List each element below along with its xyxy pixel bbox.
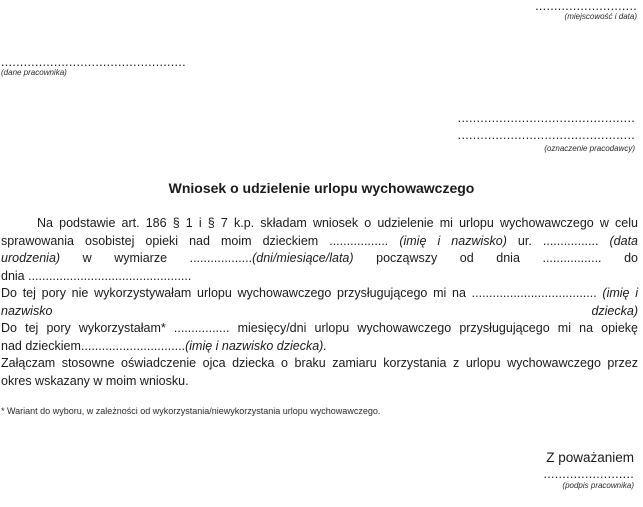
- closing-salutation: Z poważaniem: [546, 450, 634, 465]
- text-run: dnia: [1, 268, 29, 283]
- text-run: Na podstawie art. 186 § 1 i § 7 k.p. składam wniosek o udzielenie mi urlopu wychowawczego w celu: [37, 216, 638, 230]
- text-run: ................: [173, 321, 230, 335]
- body-line: [1, 355, 638, 373]
- text-run: ..............................: [80, 338, 186, 353]
- employee-data-block: [1, 57, 186, 78]
- italic-text-run: nazwisko: [1, 303, 53, 318]
- text-run: począwszy od dnia: [353, 251, 543, 265]
- text-run: miesięcy/dni urlopu wychowawczego przysługującego mi na opiekę: [229, 321, 638, 335]
- text-run: .................: [329, 233, 389, 248]
- body-line: [1, 215, 638, 233]
- place-date-label: (miejscowość i data): [564, 12, 637, 21]
- body-line: [1, 338, 638, 356]
- footnote: * Wariant do wyboru, w zależności od wykorzystania/niewykorzystania urlopu wychowawczego.: [1, 406, 381, 416]
- place-date-block: [535, 1, 637, 22]
- text-run: ................: [542, 233, 599, 248]
- text-run: Załączam stosowne oświadczenie ojca dziecka o braku zamiaru korzystania z urlopu wychowawczego przez: [1, 356, 638, 370]
- closing-block: [543, 449, 634, 491]
- text-run: ur.: [506, 233, 543, 248]
- signature-fill-line: ........................: [543, 467, 634, 481]
- italic-text-run: dziecka): [591, 303, 638, 318]
- body-line: [1, 303, 638, 321]
- italic-text-run: (data: [598, 233, 638, 248]
- text-run: Do tej pory nie wykorzystywałam urlopu wychowawczego przysługującego mi na: [1, 286, 472, 300]
- document-title: Wniosek o udzielenie urlopu wychowawczego: [168, 180, 475, 196]
- text-run: sprawowania osobistej opieki nad moim dzieckiem: [1, 233, 330, 248]
- text-run: do: [601, 251, 638, 265]
- text-run: nad dzieckiem: [1, 338, 81, 353]
- employer-fill-line-1: ...............................................: [457, 111, 635, 125]
- body-line: [1, 373, 638, 391]
- italic-text-run: (imię i: [596, 286, 638, 300]
- employer-fill-line-2: ...............................................: [457, 128, 635, 142]
- signature-label: (podpis pracownika): [562, 481, 634, 490]
- employee-fill-line: .................................................: [1, 55, 186, 69]
- body-line: [1, 285, 638, 303]
- text-run: Do tej pory wykorzystałam*: [1, 321, 174, 335]
- employer-block: [458, 110, 635, 154]
- body-line: [1, 233, 638, 251]
- italic-text-run: (dni/miesiące/lata): [252, 251, 354, 265]
- employee-label: (dane pracownika): [1, 68, 67, 77]
- place-date-fill-line: ...........................: [535, 0, 637, 13]
- text-run: ..................: [189, 251, 253, 265]
- text-run: .................: [542, 251, 602, 265]
- italic-text-run: (imię i nazwisko dziecka).: [185, 338, 327, 353]
- italic-text-run: urodzenia): [1, 251, 61, 265]
- text-run: w wymiarze: [60, 251, 190, 265]
- employer-label: (oznaczenie pracodawcy): [544, 144, 635, 153]
- text-run: okres wskazany w moim wniosku.: [1, 373, 189, 388]
- text-run: ...............................................: [28, 268, 192, 283]
- body-text: [1, 215, 638, 390]
- body-line: [1, 320, 638, 338]
- body-line: [1, 250, 638, 268]
- text-run: ....................................: [471, 286, 597, 300]
- body-line: [1, 268, 638, 286]
- italic-text-run: (imię i nazwisko): [388, 233, 507, 248]
